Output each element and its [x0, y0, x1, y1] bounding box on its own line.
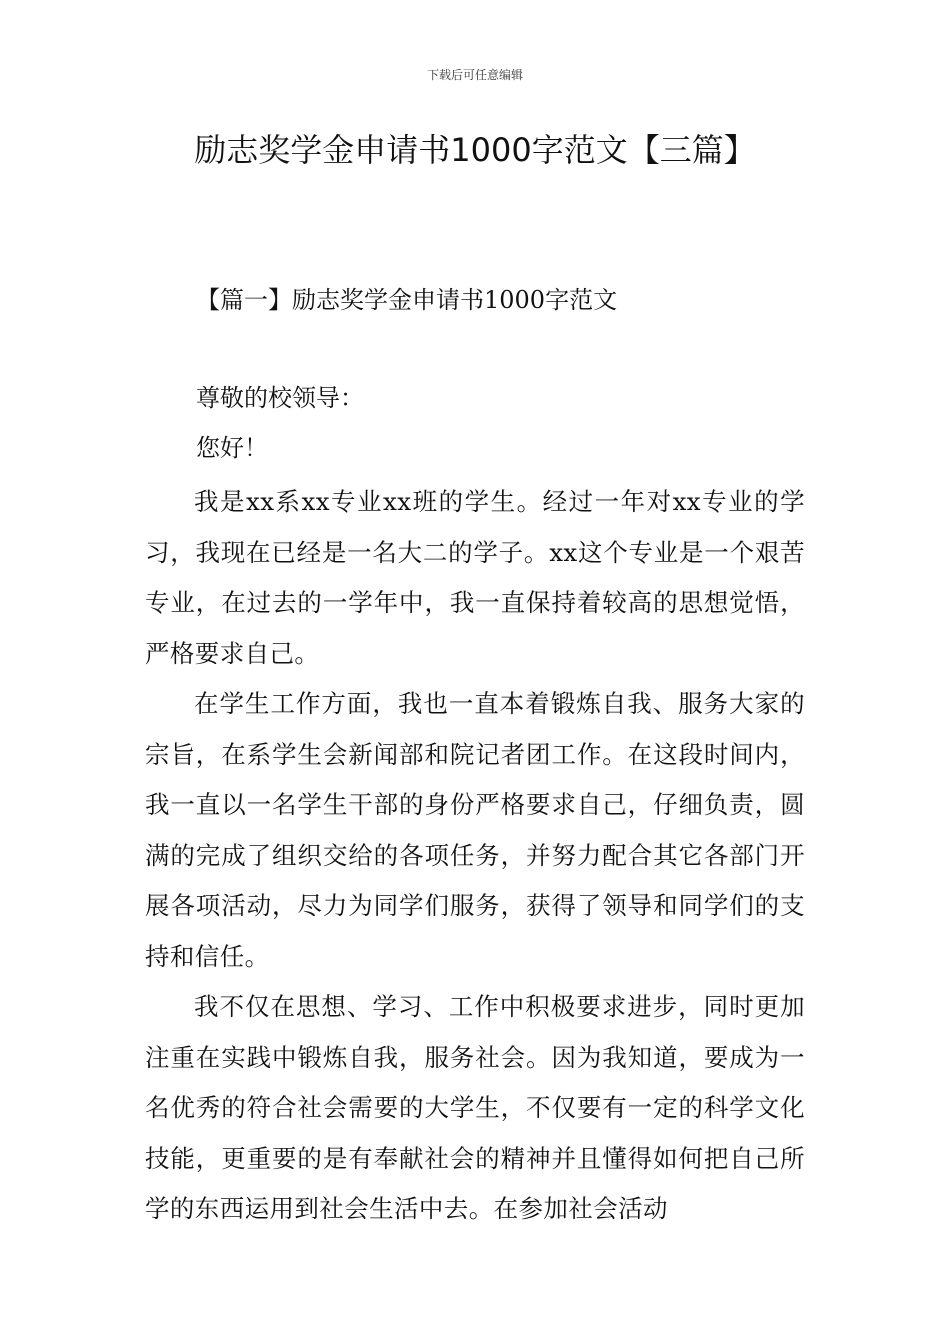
section-heading: 【篇一】励志奖学金申请书1000字范文: [196, 286, 618, 314]
paragraph-3: 我不仅在思想、学习、工作中积极要求进步，同时更加注重在实践中锻炼自我，服务社会。因为我知道，要成为一名优秀的符合社会需要的大学生，不仅要有一定的科学文化技能，更重要的是有奉献社会的精神并且懂得如何把自己所学的东西运用到社会生活中去。在参加社会活动: [145, 992, 805, 1223]
greeting: 您好！: [196, 434, 268, 462]
paragraph-2: 在学生工作方面，我也一直本着锻炼自我、服务大家的宗旨，在系学生会新闻部和院记者团工作。在这段时间内，我一直以一名学生干部的身份严格要求自己，仔细负责，圆满的完成了组织交给的各项任务，并努力配合其它各部门开展各项活动，尽力为同学们服务，获得了领导和同学们的支持和信任。: [145, 689, 805, 971]
salutation: 尊敬的校领导：: [196, 384, 364, 412]
header-note: 下载后可任意编辑: [426, 68, 523, 82]
document-title: 励志奖学金申请书1000字范文【三篇】: [194, 131, 756, 169]
paragraph-1: 我是xx系xx专业xx班的学生。经过一年对xx专业的学习，我现在已经是一名大二的学子。xx这个专业是一个艰苦专业，在过去的一学年中，我一直保持着较高的思想觉悟，严格要求自己。: [145, 487, 805, 668]
letter-body: [145, 477, 805, 1235]
